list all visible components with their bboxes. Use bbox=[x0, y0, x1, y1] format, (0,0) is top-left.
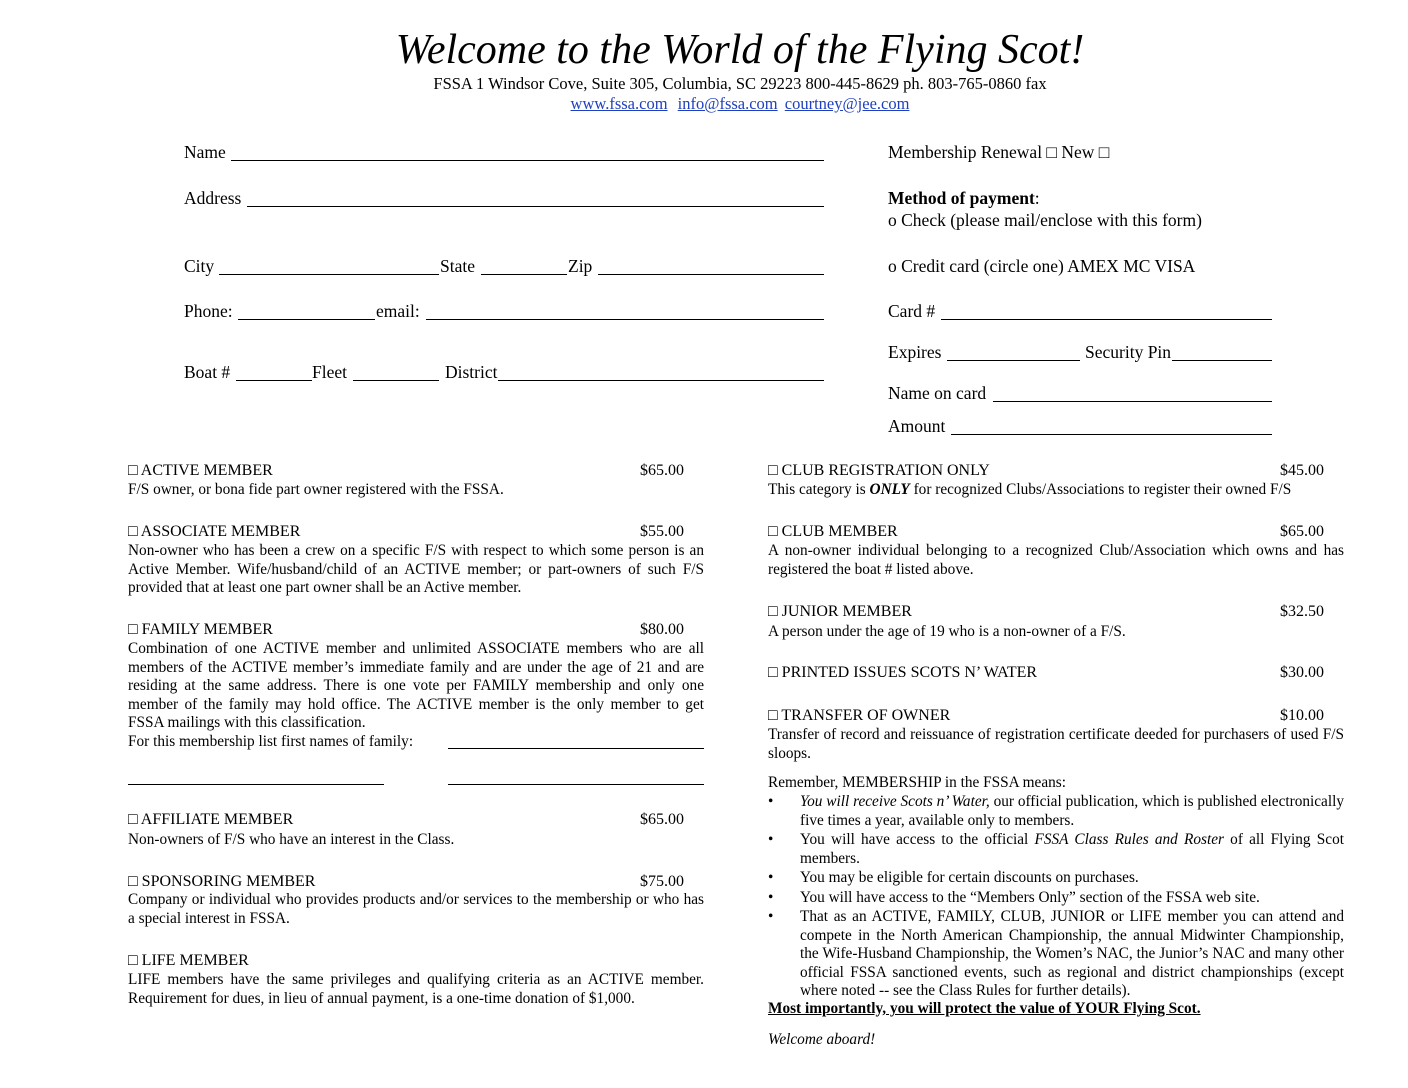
fleet-field[interactable] bbox=[353, 380, 439, 381]
club-member-checkbox[interactable]: □ CLUB MEMBER bbox=[768, 523, 898, 540]
transfer-owner-desc: Transfer of record and reissuance of registration certificate deeded for purchasers of used F/S sloops. bbox=[768, 726, 1344, 762]
phone-label: Phone: bbox=[184, 301, 233, 321]
security-pin-field[interactable] bbox=[1172, 360, 1272, 361]
payment-method-label: Method of payment bbox=[888, 188, 1035, 208]
club-registration-desc-pre: This category is bbox=[768, 481, 870, 498]
email-label: email: bbox=[376, 301, 420, 321]
affiliate-member-desc: Non-owners of F/S who have an interest in the Class. bbox=[128, 831, 455, 848]
affiliate-member-checkbox[interactable]: □ AFFILIATE MEMBER bbox=[128, 811, 294, 828]
card-number-label: Card # bbox=[888, 301, 936, 321]
life-member-checkbox[interactable]: □ LIFE MEMBER bbox=[128, 952, 249, 969]
associate-member-desc: Non-owner who has been a crew on a specific F/S with respect to which some person is an Active Member. Wife/husband/child of an ACTIVE member; or part-owners of such F/S provided that at least one part owner shall be an Active member. bbox=[128, 542, 704, 596]
club-registration-checkbox[interactable]: □ CLUB REGISTRATION ONLY bbox=[768, 462, 990, 479]
district-label: District bbox=[445, 362, 498, 382]
club-registration-price: $45.00 bbox=[1280, 462, 1324, 479]
family-names-label: For this membership list first names of family: bbox=[128, 733, 414, 750]
printed-issues-price: $30.00 bbox=[1280, 664, 1324, 681]
name-on-card-field[interactable] bbox=[993, 401, 1272, 402]
bullet-1-emphasis: You will receive Scots n’ Water, bbox=[800, 793, 990, 810]
name-label: Name bbox=[184, 142, 226, 162]
bullet-4-marker: • bbox=[768, 889, 774, 906]
info-email-link[interactable]: info@fssa.com bbox=[677, 94, 778, 113]
state-field[interactable] bbox=[481, 274, 567, 275]
active-member-price: $65.00 bbox=[640, 462, 684, 479]
website-link[interactable]: www.fssa.com bbox=[570, 94, 668, 113]
payment-method-heading bbox=[888, 188, 1040, 209]
name-field[interactable] bbox=[231, 160, 824, 161]
fleet-label: Fleet bbox=[312, 362, 347, 382]
junior-member-price: $32.50 bbox=[1280, 603, 1324, 620]
city-label: City bbox=[184, 256, 215, 276]
email-field[interactable] bbox=[426, 319, 824, 320]
check-option[interactable]: o Check (please mail/enclose with this form) bbox=[888, 210, 1202, 230]
family-name-field-3[interactable] bbox=[448, 784, 704, 785]
city-field[interactable] bbox=[219, 274, 439, 275]
bullet-2-pre: You will have access to the official bbox=[800, 831, 1035, 848]
bullet-2-emphasis: FSSA Class Rules and Roster bbox=[1034, 831, 1224, 848]
expires-label: Expires bbox=[888, 342, 942, 362]
welcome-aboard: Welcome aboard! bbox=[768, 1031, 876, 1048]
bullet-2-marker: • bbox=[768, 831, 774, 848]
club-registration-desc bbox=[768, 481, 1291, 499]
bullet-3-marker: • bbox=[768, 869, 774, 886]
name-on-card-label: Name on card bbox=[888, 383, 987, 403]
bullet-1-text bbox=[800, 793, 1344, 830]
bullet-3-text: You may be eligible for certain discounts on purchases. bbox=[800, 869, 1139, 886]
page-title: Welcome to the World of the Flying Scot! bbox=[395, 27, 1085, 73]
sponsoring-member-price: $75.00 bbox=[640, 873, 684, 890]
payment-method-colon: : bbox=[1034, 188, 1040, 208]
address-field[interactable] bbox=[247, 206, 824, 207]
district-field[interactable] bbox=[498, 380, 824, 381]
family-member-price: $80.00 bbox=[640, 621, 684, 638]
remember-heading: Remember, MEMBERSHIP in the FSSA means: bbox=[768, 774, 1066, 791]
amount-field[interactable] bbox=[951, 434, 1272, 435]
courtney-email-link[interactable]: courtney@jee.com bbox=[784, 94, 910, 113]
associate-member-checkbox[interactable]: □ ASSOCIATE MEMBER bbox=[128, 523, 301, 540]
club-member-price: $65.00 bbox=[1280, 523, 1324, 540]
boat-field[interactable] bbox=[236, 380, 312, 381]
phone-field[interactable] bbox=[238, 319, 375, 320]
bullet-1-marker: • bbox=[768, 793, 774, 810]
family-name-field-2[interactable] bbox=[128, 784, 384, 785]
bullet-2-post: of all Flying Scot members. bbox=[800, 831, 1344, 867]
security-pin-label: Security Pin bbox=[1085, 342, 1172, 362]
state-label: State bbox=[440, 256, 475, 276]
family-member-desc: Combination of one ACTIVE member and unlimited ASSOCIATE members who are all members of the ACTIVE member’s immediate family and are under the age of 21 and are residing at the same address. There is one vote per FAMILY membership and only one member of the family may hold office. The ACTIVE member is the only member to get FSSA mailings with this classification. bbox=[128, 640, 704, 731]
affiliate-member-price: $65.00 bbox=[640, 811, 684, 828]
address-line: FSSA 1 Windsor Cove, Suite 305, Columbia, SC 29223 800-445-8629 ph. 803-765-0860 fax bbox=[433, 74, 1047, 93]
active-member-desc: F/S owner, or bona fide part owner registered with the FSSA. bbox=[128, 481, 504, 498]
contact-links bbox=[0, 94, 1408, 114]
printed-issues-checkbox[interactable]: □ PRINTED ISSUES SCOTS N’ WATER bbox=[768, 664, 1038, 681]
bullet-4-text: You will have access to the “Members Only” section of the FSSA web site. bbox=[800, 889, 1260, 906]
family-member-checkbox[interactable]: □ FAMILY MEMBER bbox=[128, 621, 273, 638]
address-label: Address bbox=[184, 188, 242, 208]
bullet-5-text: That as an ACTIVE, FAMILY, CLUB, JUNIOR or LIFE member you can attend and compete in the North American Championship, the annual Midwinter Championship, the Wife-Husband Championship, the Women’s NAC, the Junior’s NAC and many other official FSSA sanctioned events, such as regional and district championships (except where noted -- see the Class Rules for further details). bbox=[800, 908, 1344, 999]
club-registration-desc-emphasis: ONLY bbox=[869, 481, 910, 498]
expires-field[interactable] bbox=[947, 360, 1080, 361]
club-registration-desc-post: for recognized Clubs/Associations to register their owned F/S bbox=[909, 481, 1292, 498]
junior-member-desc: A person under the age of 19 who is a non-owner of a F/S. bbox=[768, 623, 1126, 640]
amount-label: Amount bbox=[888, 416, 946, 436]
life-member-desc: LIFE members have the same privileges and qualifying criteria as an ACTIVE member. Requirement for dues, in lieu of annual payment, is a one-time donation of $1,000. bbox=[128, 971, 704, 1007]
boat-label: Boat # bbox=[184, 362, 231, 382]
sponsoring-member-desc: Company or individual who provides products and/or services to the membership or who has a special interest in FSSA. bbox=[128, 891, 704, 927]
closing-statement: Most importantly, you will protect the value of YOUR Flying Scot. bbox=[768, 1000, 1201, 1017]
junior-member-checkbox[interactable]: □ JUNIOR MEMBER bbox=[768, 603, 912, 620]
bullet-5-marker: • bbox=[768, 908, 774, 925]
club-member-desc: A non-owner individual belonging to a recognized Club/Association which owns and has registered the boat # listed above. bbox=[768, 542, 1344, 578]
associate-member-price: $55.00 bbox=[640, 523, 684, 540]
active-member-checkbox[interactable]: □ ACTIVE MEMBER bbox=[128, 462, 273, 479]
sponsoring-member-checkbox[interactable]: □ SPONSORING MEMBER bbox=[128, 873, 316, 890]
bullet-1-rest: our official publication, which is published electronically five times a year, available only to members. bbox=[800, 793, 1344, 829]
zip-label: Zip bbox=[568, 256, 593, 276]
credit-card-option[interactable]: o Credit card (circle one) AMEX MC VISA bbox=[888, 256, 1196, 276]
card-number-field[interactable] bbox=[941, 319, 1272, 320]
membership-type-options[interactable]: Membership Renewal □ New □ bbox=[888, 142, 1110, 162]
transfer-owner-checkbox[interactable]: □ TRANSFER OF OWNER bbox=[768, 707, 951, 724]
bullet-2-text bbox=[800, 831, 1344, 868]
zip-field[interactable] bbox=[598, 274, 824, 275]
transfer-owner-price: $10.00 bbox=[1280, 707, 1324, 724]
family-name-field-1[interactable] bbox=[448, 748, 704, 749]
